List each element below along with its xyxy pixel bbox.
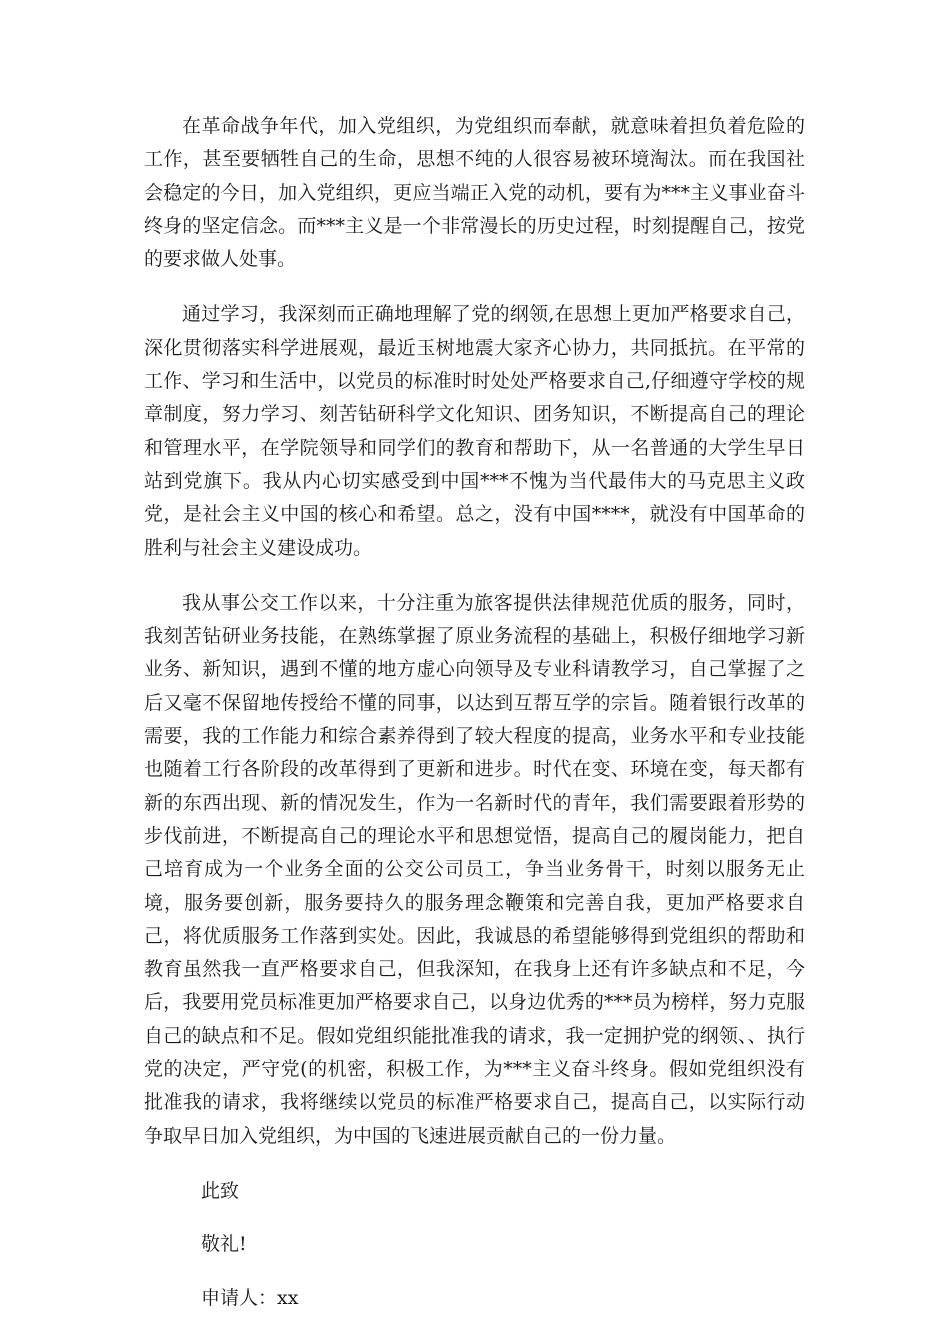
closing-regards: 敬礼! <box>201 1233 247 1256</box>
applicant-signature: 申请人：xx <box>201 1286 299 1309</box>
paragraph-1: 在革命战争年代，加入党组织，为党组织而奉献，就意味着担负着危险的工作，甚至要牺牲自己的生命，思想不纯的人很容易被环境淘汰。而在我国社会稳定的今日，加入党组织，更应当端正入党的动机，要有为***主义事业奋斗终身的坚定信念。而***主义是一个非常漫长的历史过程，时刻提醒自己，按党的要求做人处事。 <box>144 115 805 271</box>
paragraph-3: 我从事公交工作以来，十分注重为旅客提供法律规范优质的服务，同时，我刻苦钻研业务技能，在熟练掌握了原业务流程的基础上，积极仔细地学习新业务、新知识，遇到不懂的地方虚心向领导及专业科请教学习，自己掌握了之后又毫不保留地传授给不懂的同事，以达到互帮互学的宗旨。随着银行改革的需要，我的工作能力和综合素养得到了较大程度的提高，业务水平和专业技能也随着工行各阶段的改革得到了更新和进步。时代在变、环境在变，每天都有新的东西出现、新的情况发生，作为一名新时代的青年，我们需要跟着形势的步伐前进，不断提高自己的理论水平和思想觉悟，提高自己的履岗能力，把自己培育成为一个业务全面的公交公司员工，争当业务骨干，时刻以服务无止境，服务要创新，服务要持久的服务理念鞭策和完善自我，更加严格要求自己，将优质服务工作落到实处。因此，我诚恳的希望能够得到党组织的帮助和教育虽然我一直严格要求自己，但我深知，在我身上还有许多缺点和不足，今后，我要用党员标准更加严格要求自己，以身边优秀的***员为榜样，努力克服自己的缺点和不足。假如党组织能批准我的请求，我一定拥护党的纲领、、执行党的决定，严守党(的机密，积极工作，为***主义奋斗终身。假如党组织没有批准我的请求，我将继续以党员的标准严格要求自己，提高自己，以实际行动争取早日加入党组织，为中国的飞速进展贡献自己的一份力量。 <box>144 591 805 1147</box>
document-page <box>144 110 805 1335</box>
closing-salutation: 此致 <box>201 1179 240 1202</box>
paragraph-2: 通过学习，我深刻而正确地理解了党的纲领,在思想上更加严格要求自己，深化贯彻落实科学进展观，最近玉树地震大家齐心协力，共同抵抗。在平常的工作、学习和生活中，以党员的标准时时处处严格要求自己,仔细遵守学校的规章制度，努力学习、刻苦钻研科学文化知识、团务知识，不断提高自己的理论和管理水平，在学院领导和同学们的教育和帮助下，从一名普通的大学生早日站到党旗下。我从内心切实感受到中国***不愧为当代最伟大的马克思主义政党，是社会主义中国的核心和希望。总之，没有中国****，就没有中国革命的胜利与社会主义建设成功。 <box>144 303 805 559</box>
